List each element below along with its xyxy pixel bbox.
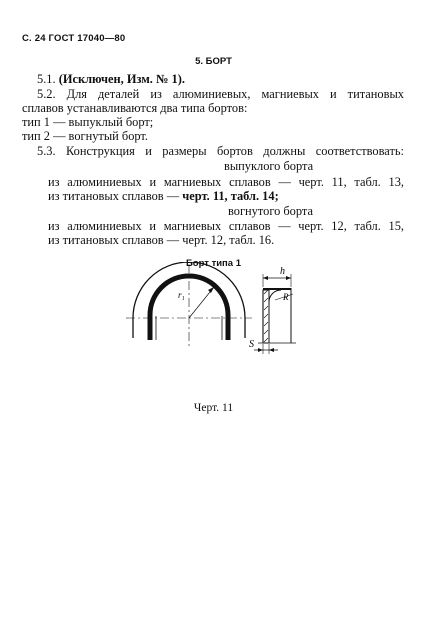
section-bend (269, 290, 281, 302)
paragraph-5-1-text: (Исключен, Изм. № 1). (58, 72, 185, 86)
type-1-line: тип 1 — выпуклый борт; (22, 115, 154, 129)
label-r1: r₁ (178, 290, 185, 300)
concave-titanium-line: из титановых сплавов — черт. 12, табл. 16. (48, 233, 275, 247)
paragraph-5-2-line2: сплавов устанавливаются два типа бортов: (22, 101, 248, 115)
label-R: R (283, 292, 289, 302)
paragraph-5-3-line1: 5.3. Конструкция и размеры бортов должны соответствовать: (37, 144, 404, 158)
concave-aluminium-line: из алюминиевых и магниевых сплавов — черт. 12, табл. 15, (48, 219, 404, 233)
section-body (263, 290, 269, 343)
label-S: S (249, 339, 254, 350)
convex-heading: выпуклого борта (224, 159, 314, 173)
figure-caption: Борт типа 1 (185, 258, 242, 269)
figure-number: Черт. 11 (193, 402, 234, 414)
convex-titanium-ref: черт. 11, табл. 14; (182, 189, 279, 203)
section-title: 5. БОРТ (195, 56, 232, 67)
paragraph-5-2-line1: 5.2. Для деталей из алюминиевых, магниевых и титановых (37, 87, 404, 101)
convex-aluminium-line: из алюминиевых и магниевых сплавов — черт. 11, табл. 13, (48, 175, 404, 189)
convex-titanium-line (48, 189, 279, 203)
flange-drawing (0, 262, 427, 387)
concave-heading: вогнутого борта (228, 204, 313, 218)
page-header: С. 24 ГОСТ 17040—80 (22, 33, 126, 44)
type-2-line: тип 2 — вогнутый борт. (22, 129, 149, 143)
label-h: h (280, 266, 285, 277)
convex-titanium-prefix: из титановых сплавов — (48, 189, 183, 203)
paragraph-5-1 (37, 72, 185, 86)
paragraph-5-1-number: 5.1. (37, 72, 56, 86)
